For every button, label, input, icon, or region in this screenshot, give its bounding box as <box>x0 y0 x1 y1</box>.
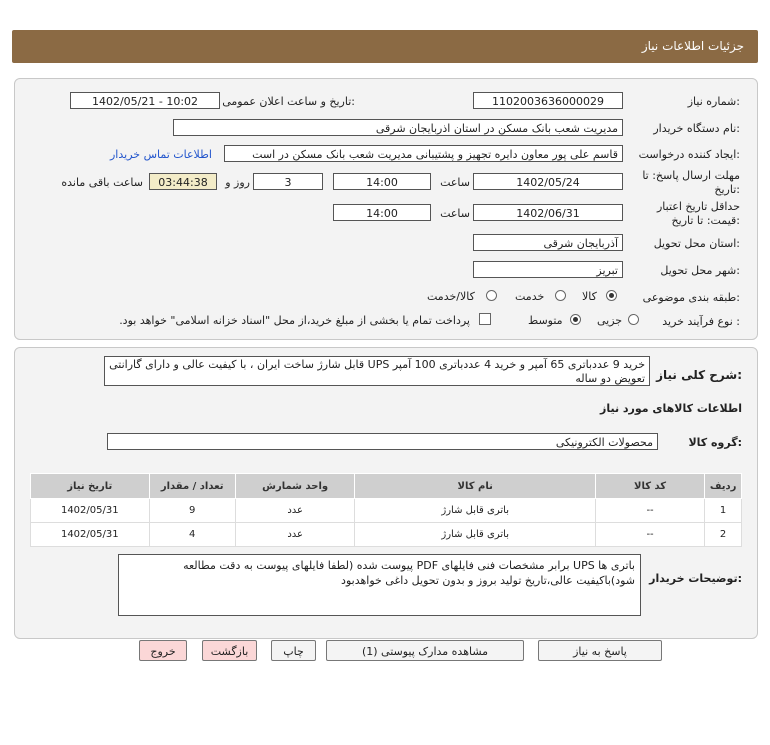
deadline-label-line1: مهلت ارسال پاسخ: تا <box>642 169 740 182</box>
creator-field: قاسم علی پور معاون دایره تجهیز و پشتیبانی مدیریت شعب بانک مسکن در است <box>224 145 623 162</box>
city-field: تبریز <box>473 261 623 278</box>
view-attachments-button[interactable]: مشاهده مدارک پیوستی (1) <box>326 640 524 661</box>
table-row <box>31 523 742 547</box>
process-option-minor: جزیی <box>597 314 623 327</box>
goods-table <box>30 473 742 547</box>
cell-qty: 4 <box>149 523 235 547</box>
buyer-org-field: مدیریت شعب بانک مسکن در استان اذربایجان شرقی <box>173 119 623 136</box>
province-field: آذربایجان شرقی <box>473 234 623 251</box>
deadline-time-field: 14:00 <box>333 173 431 190</box>
process-radio-medium[interactable] <box>570 314 581 325</box>
category-option-service: خدمت <box>515 290 545 303</box>
validity-date-field: 1402/06/31 <box>473 204 623 221</box>
reply-button[interactable]: پاسخ به نیاز <box>538 640 662 661</box>
buyer-org-label: نام دستگاه خریدار: <box>653 122 740 135</box>
page-header <box>12 30 758 63</box>
creator-label: ایجاد کننده درخواست: <box>638 148 740 161</box>
table-header-row <box>31 474 742 499</box>
contact-buyer-link[interactable]: اطلاعات تماس خریدار <box>110 148 212 161</box>
category-option-goods-service: کالا/خدمت <box>427 290 475 303</box>
cell-unit: عدد <box>235 499 355 523</box>
cell-code: -- <box>595 523 704 547</box>
col-date: تاریخ نیاز <box>31 474 150 499</box>
validity-time-label: ساعت <box>440 207 470 220</box>
page-title: جزئیات اطلاعات نیاز <box>641 39 744 53</box>
need-number-label: شماره نیاز: <box>687 95 740 108</box>
deadline-label-line2: تاریخ: <box>714 183 740 196</box>
days-field: 3 <box>253 173 323 190</box>
category-label: طبقه بندی موضوعی: <box>642 291 740 304</box>
cell-name: باتری قابل شارژ <box>355 523 595 547</box>
remaining-time-field: 03:44:38 <box>149 173 217 190</box>
col-unit: واحد شمارش <box>235 474 355 499</box>
deadline-date-field: 1402/05/24 <box>473 173 623 190</box>
goods-group-field: محصولات الکترونیکی <box>107 433 658 450</box>
need-number-field: 1102003636000029 <box>473 92 623 109</box>
cell-row: 1 <box>705 499 742 523</box>
validity-label <box>657 200 740 228</box>
days-label: روز و <box>225 176 250 189</box>
process-label: نوع فرآیند خرید : <box>662 315 740 328</box>
treasury-payment-note: پرداخت تمام یا بخشی از مبلغ خرید،از محل "اسناد خزانه اسلامی" خواهد بود. <box>119 314 470 327</box>
col-name: نام کالا <box>355 474 595 499</box>
cell-row: 2 <box>705 523 742 547</box>
cell-name: باتری قابل شارژ <box>355 499 595 523</box>
process-radio-minor[interactable] <box>628 314 639 325</box>
goods-group-label: گروه کالا: <box>688 436 742 449</box>
validity-time-field: 14:00 <box>333 204 431 221</box>
process-option-medium: متوسط <box>528 314 563 327</box>
col-row: ردیف <box>705 474 742 499</box>
announce-label: تاریخ و ساعت اعلان عمومی: <box>222 95 355 108</box>
exit-button[interactable]: خروج <box>139 640 187 661</box>
category-radio-goods-service[interactable] <box>486 290 497 301</box>
city-label: شهر محل تحویل: <box>660 264 740 277</box>
col-qty: تعداد / مقدار <box>149 474 235 499</box>
col-code: کد کالا <box>595 474 704 499</box>
province-label: استان محل تحویل: <box>653 237 740 250</box>
announce-field: 1402/05/21 - 10:02 <box>70 92 220 109</box>
goods-info-title: اطلاعات کالاهای مورد نیاز <box>600 402 742 415</box>
back-button[interactable]: بازگشت <box>202 640 257 661</box>
buyer-notes-text: باتری ها UPS برابر مشخصات فنی فایلهای PDF پیوست شده (لطفا فایلهای پیوست به دقت مطالعه شود)باکیفیت عالی،تاریخ تولید بروز و بدون تحویل داغی خواهدبود <box>118 554 641 616</box>
cell-qty: 9 <box>149 499 235 523</box>
summary-label: شرح کلی نیاز: <box>656 368 742 382</box>
table-row <box>31 499 742 523</box>
treasury-payment-checkbox[interactable] <box>479 313 491 325</box>
validity-label-line1: حداقل تاریخ اعتبار <box>656 200 740 213</box>
cell-code: -- <box>595 499 704 523</box>
print-button[interactable]: چاپ <box>271 640 316 661</box>
deadline-label <box>642 169 740 197</box>
category-radio-service[interactable] <box>555 290 566 301</box>
summary-text: خرید 9 عددباتری 65 آمپر و خرید 4 عددباتری 100 آمپر UPS قابل شارژ ساخت ایران ، با کیفیت عالی و دارای گارانتی تعویض دو ساله <box>104 356 650 386</box>
cell-date: 1402/05/31 <box>31 499 150 523</box>
category-radio-goods[interactable] <box>606 290 617 301</box>
validity-label-line2: قیمت: تا تاریخ: <box>671 214 740 227</box>
remaining-label: ساعت باقی مانده <box>61 176 143 189</box>
buyer-notes-label: توضیحات خریدار: <box>649 572 742 585</box>
deadline-time-label: ساعت <box>440 176 470 189</box>
cell-date: 1402/05/31 <box>31 523 150 547</box>
cell-unit: عدد <box>235 523 355 547</box>
category-option-goods: کالا <box>582 290 597 303</box>
